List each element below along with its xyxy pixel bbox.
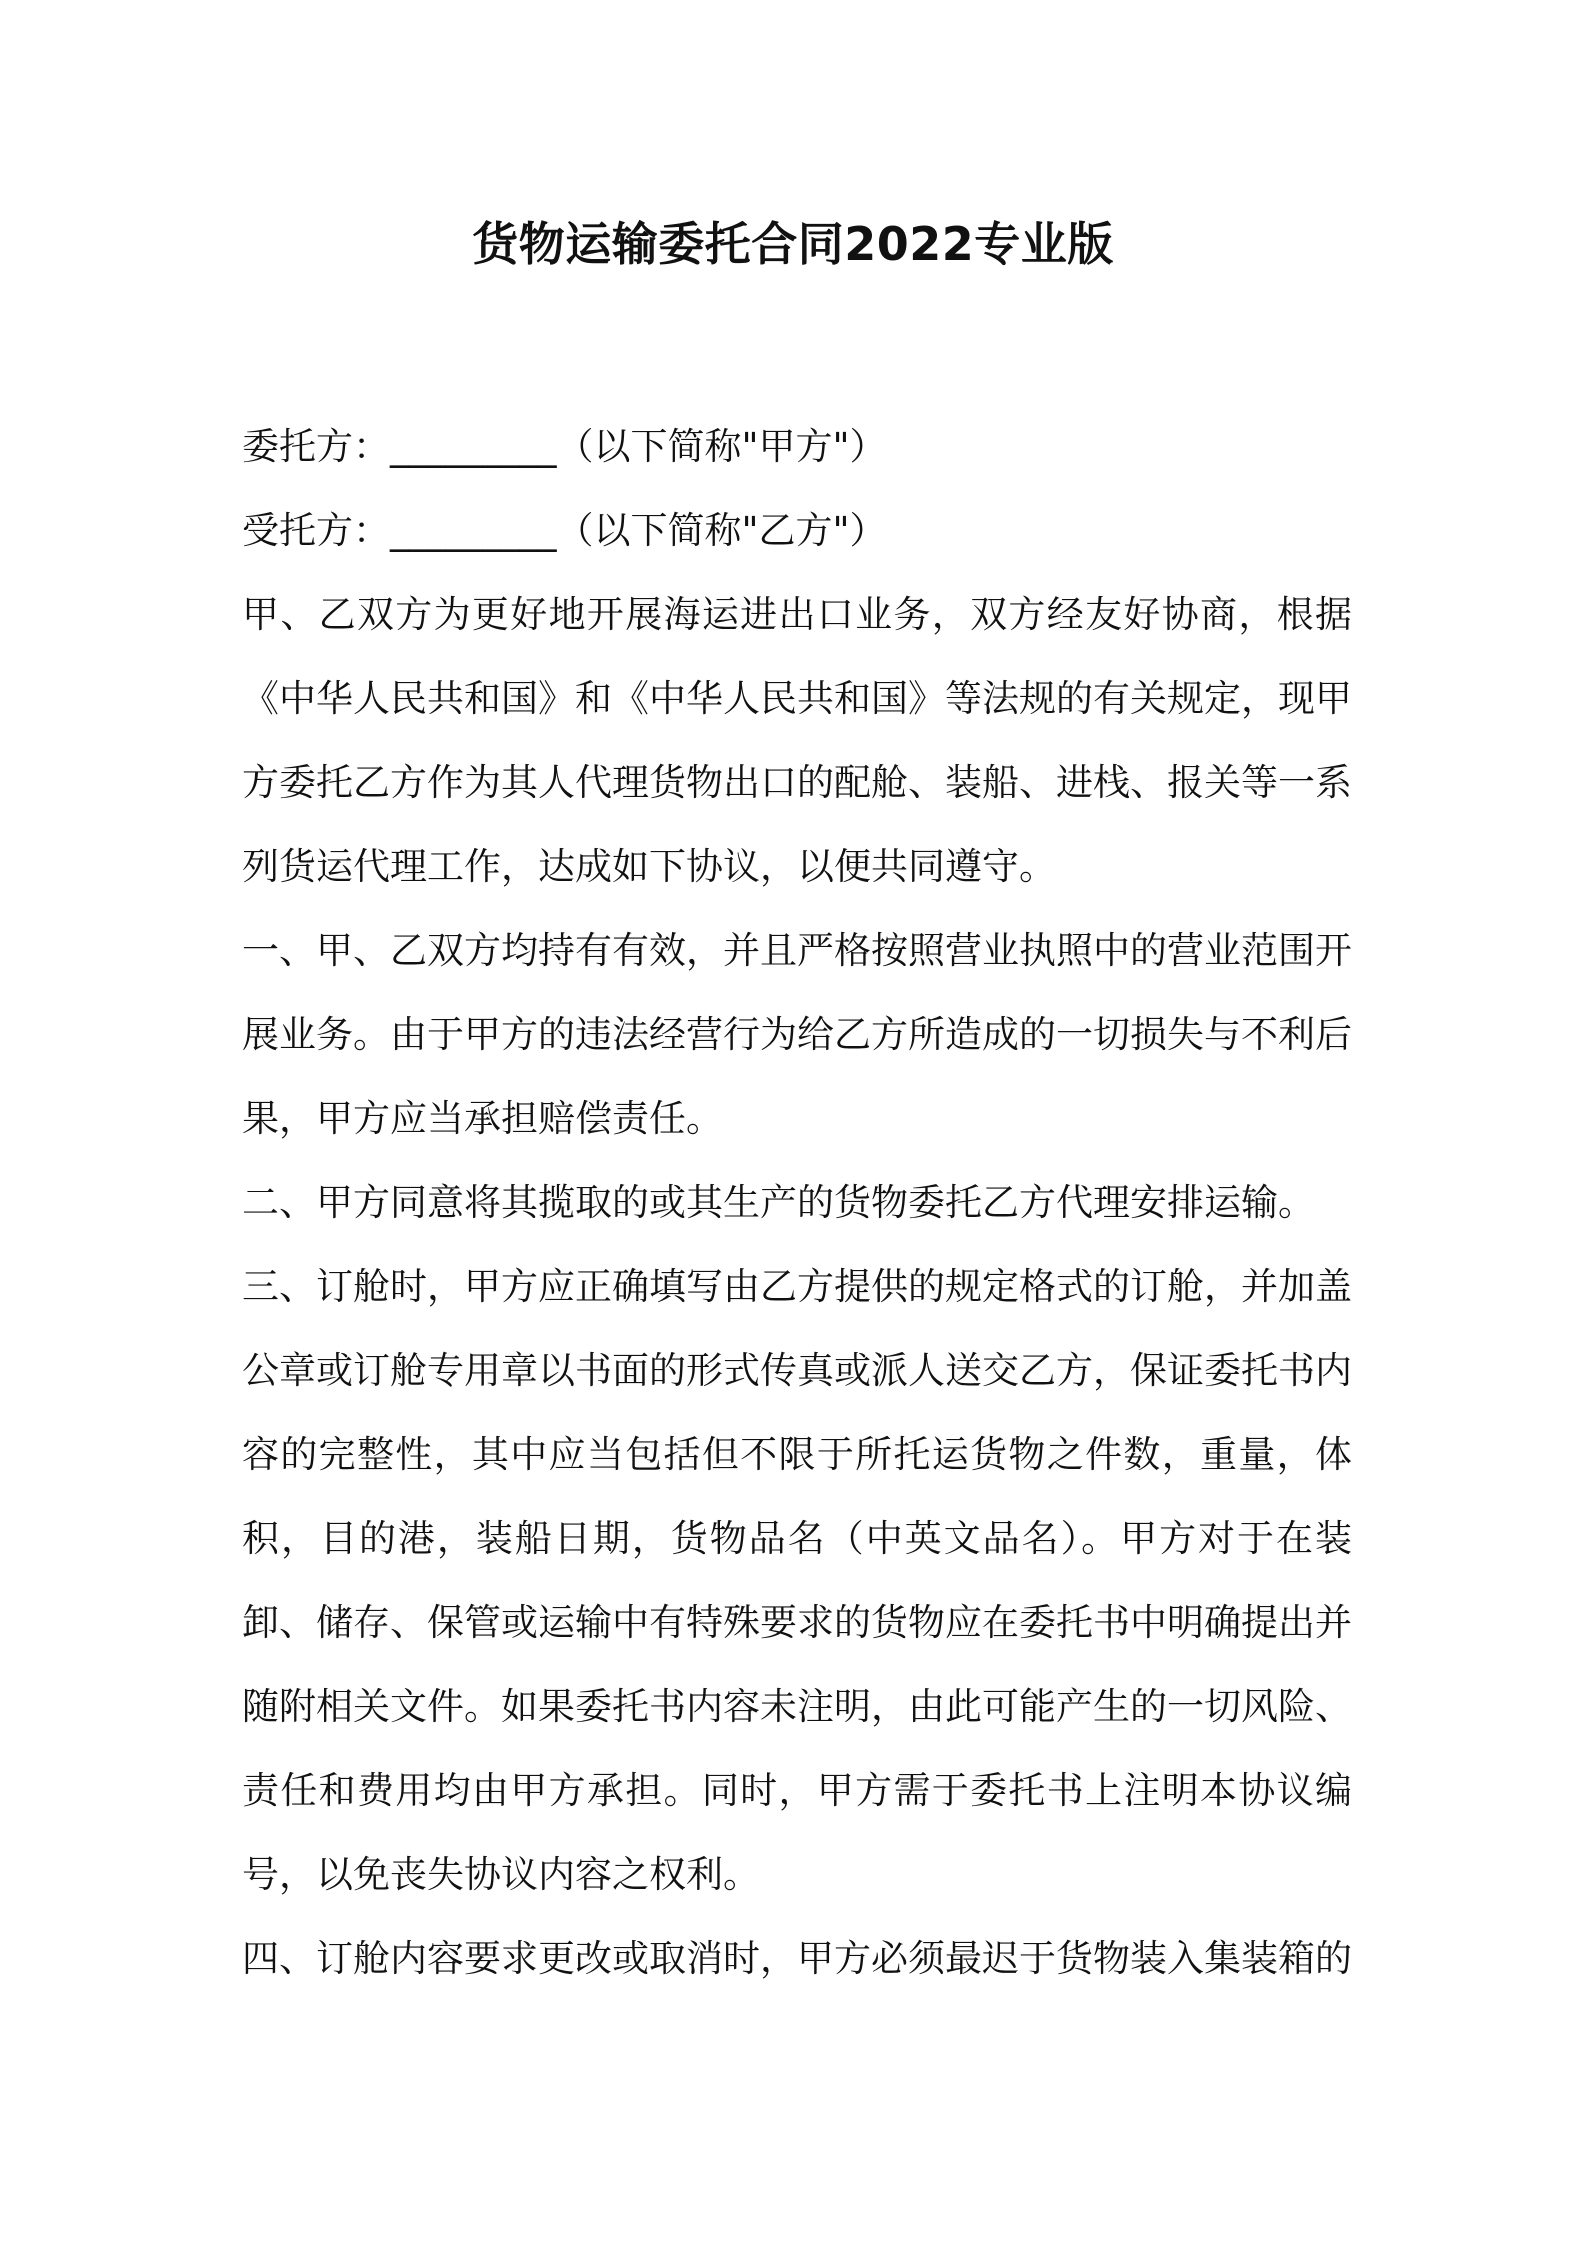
clause-3-paragraph: 三、订舱时，甲方应正确填写由乙方提供的规定格式的订舱，并加盖公章或订舱专用章以书面的形式传真或派人送交乙方，保证委托书内容的完整性，其中应当包括但不限于所托运货物之件数，重量，体积，目的港，装船日期，货物品名（中英文品名）。甲方对于在装卸、储存、保管或运输中有特殊要求的货物应在委托书中明确提出并随附相关文件。如果委托书内容未注明，由此可能产生的一切风险、责任和费用均由甲方承担。同时，甲方需于委托书上注明本协议编号，以免丧失协议内容之权利。: [242, 1265, 1352, 1896]
clause-1-paragraph: 一、甲、乙双方均持有有效，并且严格按照营业执照中的营业范围开展业务。由于甲方的违法经营行为给乙方所造成的一切损失与不利后果，甲方应当承担赔偿责任。: [242, 929, 1352, 1140]
clause-4-paragraph: 四、订舱内容要求更改或取消时，甲方必须最迟于货物装入集装箱的: [242, 1937, 1352, 1980]
agent-party-line: 受托方：_________（以下简称"乙方"）: [242, 509, 887, 552]
document-body: [242, 405, 1352, 2001]
document-title: 货物运输委托合同2022专业版: [472, 217, 1114, 271]
preamble-paragraph: 甲、乙双方为更好地开展海运进出口业务，双方经友好协商，根据《中华人民共和国》和《中华人民共和国》等法规的有关规定，现甲方委托乙方作为其人代理货物出口的配舱、装船、进栈、报关等一系列货运代理工作，达成如下协议，以便共同遵守。: [242, 593, 1352, 888]
principal-party-line: 委托方：_________（以下简称"甲方"）: [242, 425, 887, 468]
clause-2-paragraph: 二、甲方同意将其揽取的或其生产的货物委托乙方代理安排运输。: [242, 1181, 1315, 1224]
